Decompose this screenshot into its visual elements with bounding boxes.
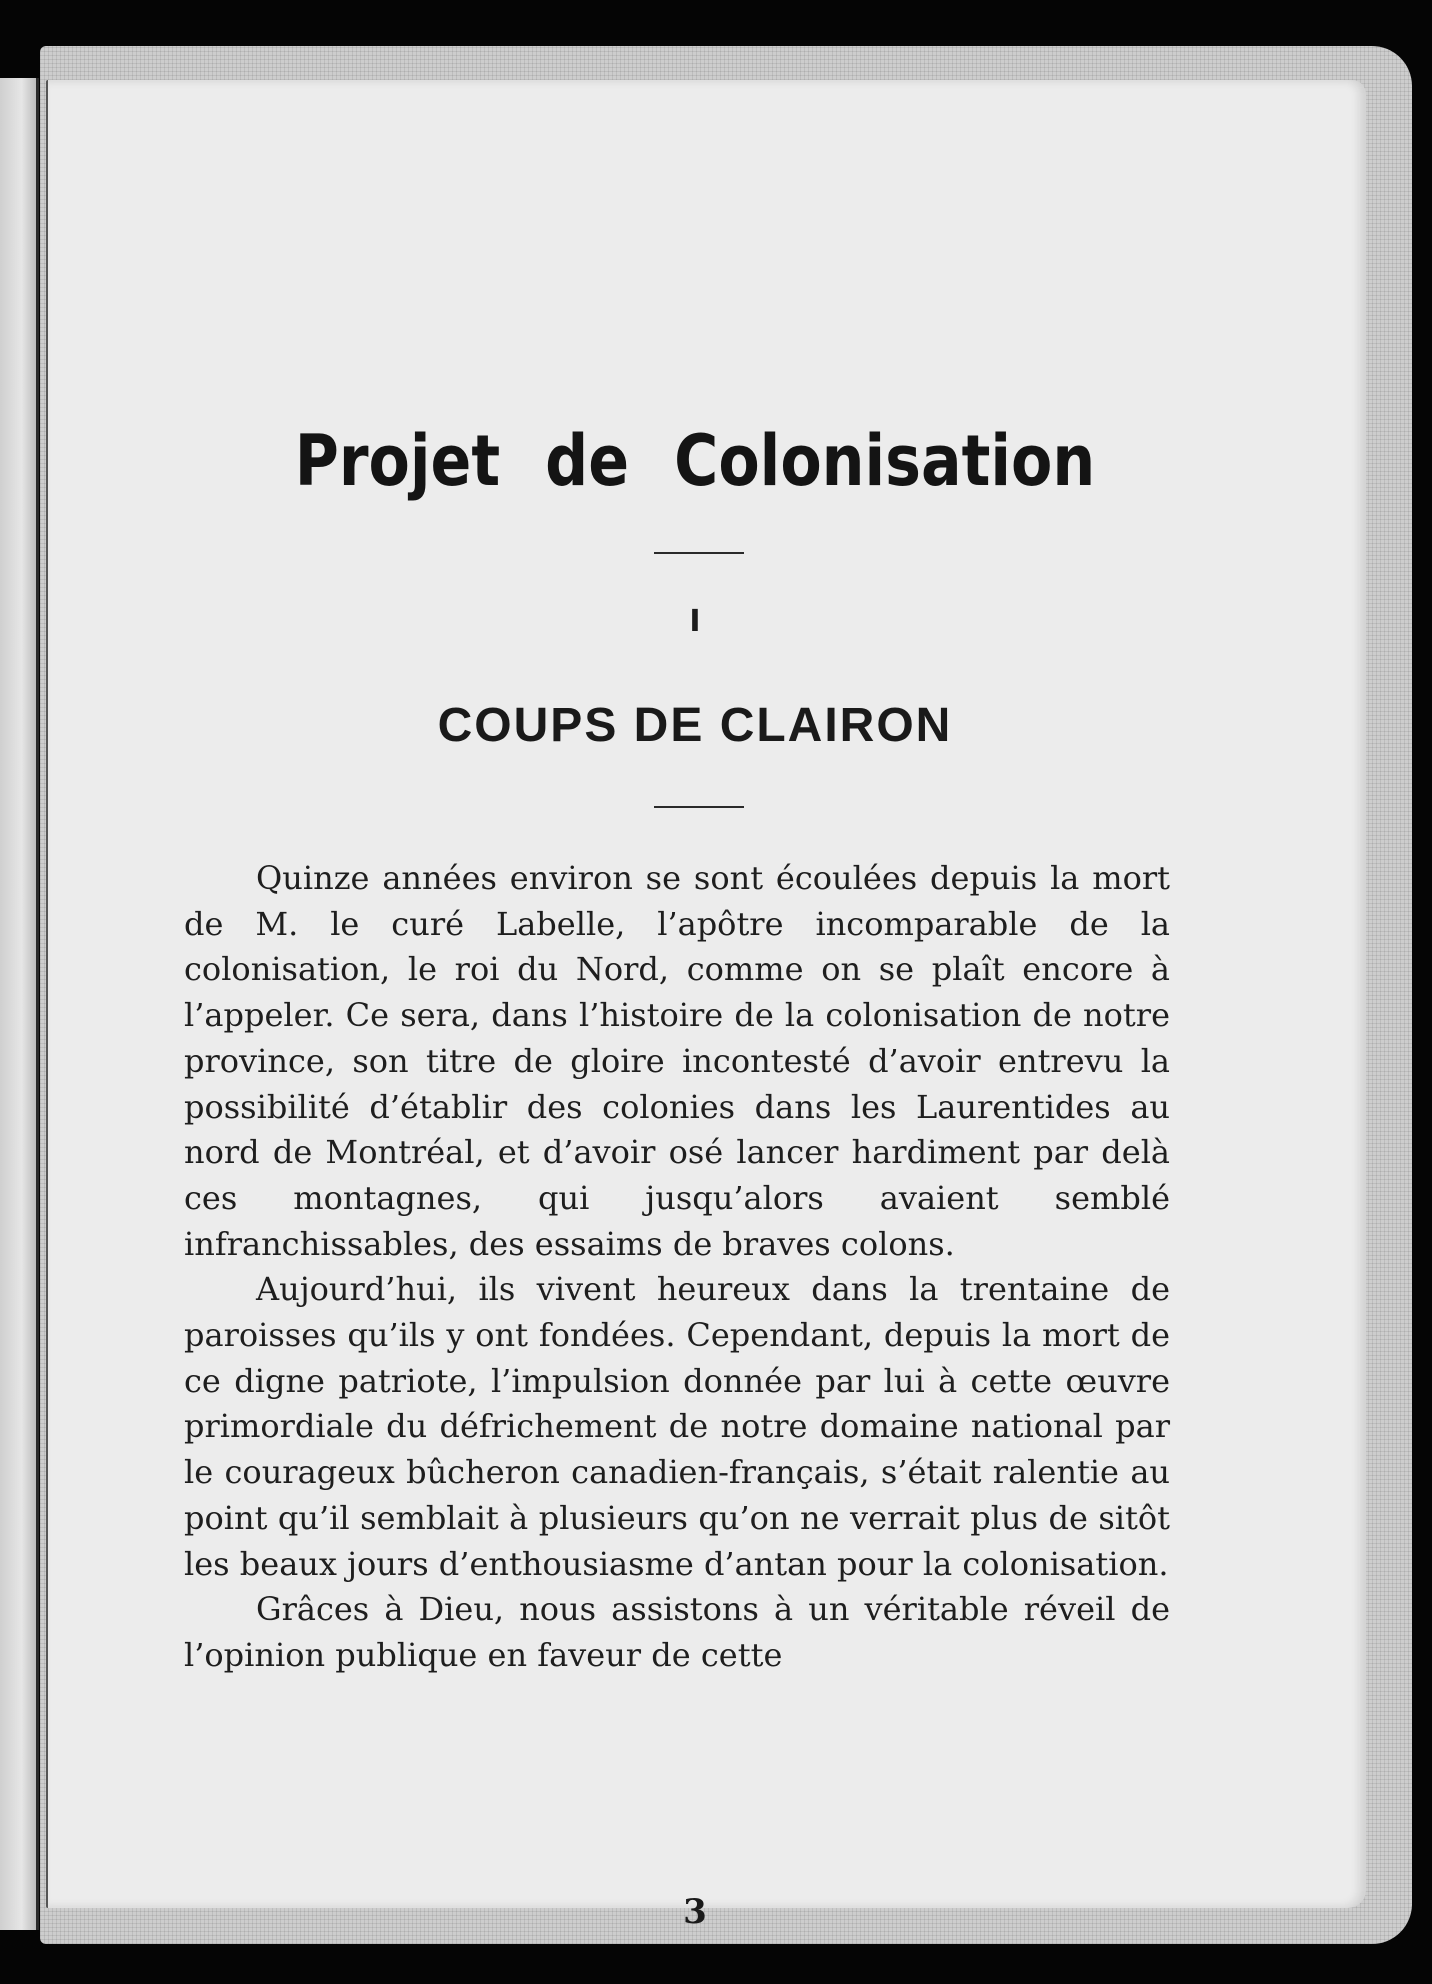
left-page-edge <box>0 78 39 1930</box>
paragraph-1: Quinze années environ se sont écoulées depuis la mort de M. le curé Labelle, l’apôtre incomparable de la colonisation, le roi du Nord, comme on se plaît encore à l’appeler. Ce sera, dans l’histoire de la colonisation de notre province, son titre de gloire incontesté d’avoir entrevu la possibilité d’établir des colonies dans les Laurentides au nord de Montréal, et d’avoir osé lancer hardiment par delà ces montagnes, qui jusqu’alors avaient semblé infranchissables, des essaims de braves colons. <box>184 859 1170 1263</box>
divider-rule-bottom <box>654 806 744 808</box>
paragraph-2: Aujourd’hui, ils vivent heureux dans la trentaine de paroisses qu’ils y ont fondées. Cependant, depuis la mort de ce digne patriote, l’impulsion donnée par lui à cette œuvre primordiale du défrichement de notre domaine national par le courageux bûcheron canadien-français, s’était ralentie au point qu’il semblait à plusieurs qu’on ne verrait plus de sitôt les beaux jours d’enthousiasme d’antan pour la colonisation. <box>184 1270 1170 1583</box>
paragraph-3: Grâces à Dieu, nous assistons à un véritable réveil de l’opinion publique en faveur de cette <box>184 1590 1170 1674</box>
page-number: 3 <box>683 1892 707 1932</box>
section-numeral: I <box>689 604 701 639</box>
page-sheet <box>46 80 1366 1932</box>
divider-rule-top <box>654 552 744 554</box>
section-heading: COUPS DE CLAIRON <box>437 699 953 752</box>
page-title: Projet de Colonisation <box>294 420 1096 502</box>
body-text <box>184 856 1170 1679</box>
